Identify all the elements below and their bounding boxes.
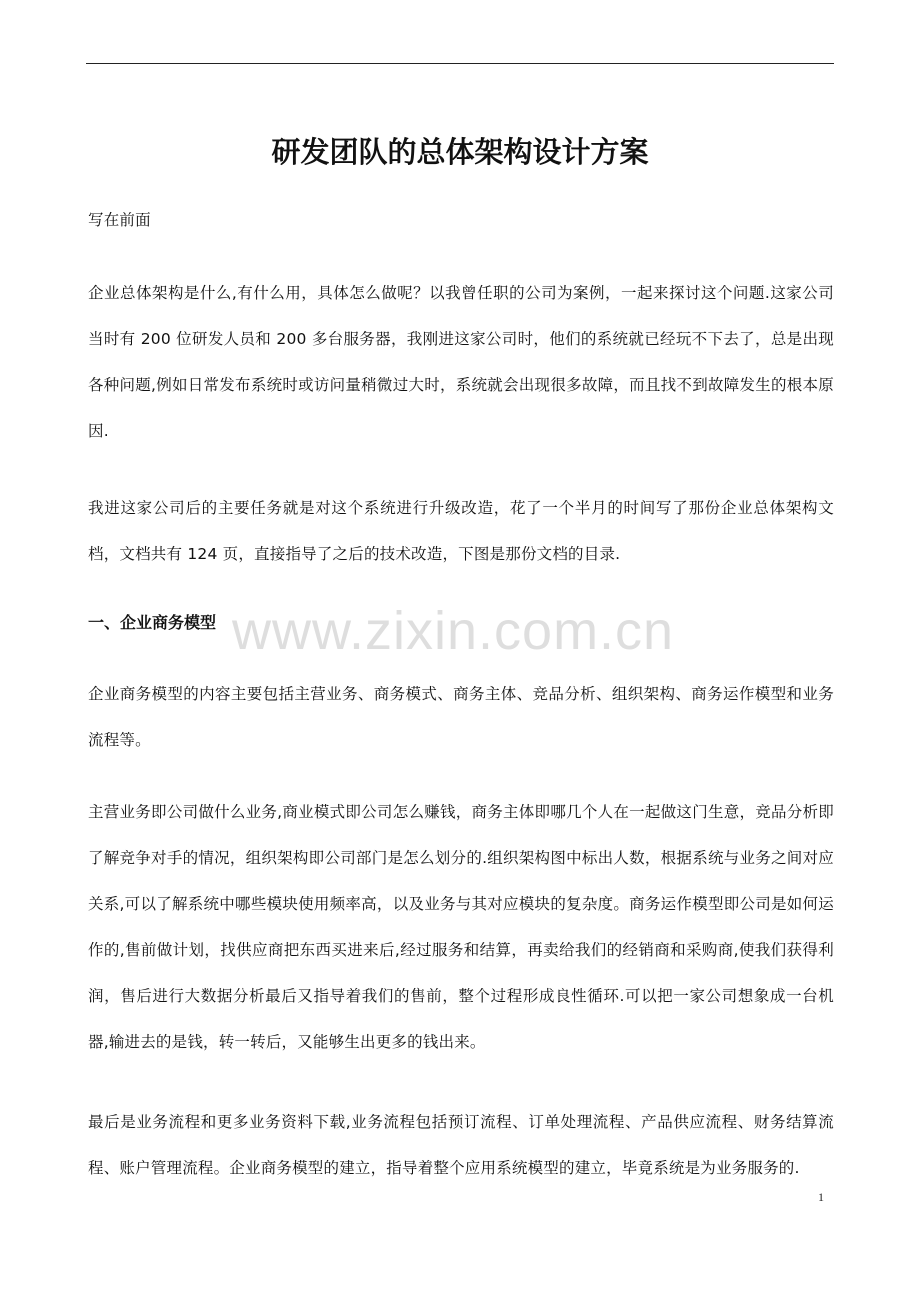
page-number: 1: [818, 1190, 824, 1204]
section1-paragraph-2: 主营业务即公司做什么业务,商业模式即公司怎么赚钱，商务主体即哪几个人在一起做这门生意，竞品分析即了解竞争对手的情况，组织架构即公司部门是怎么划分的.组织架构图中标出人数，根据系统与业务之间对应关系,可以了解系统中哪些模块使用频率高，以及业务与其对应模块的复杂度。商务运作模型即公司是如何运作的,售前做计划，找供应商把东西买进来后,经过服务和结算，再卖给我们的经销商和采购商,使我们获得利润，售后进行大数据分析最后又指导着我们的售前，整个过程形成良性循环.可以把一家公司想象成一台机器,输进去的是钱，转一转后，又能够生出更多的钱出来。: [88, 803, 834, 1051]
section1-paragraph-3: 最后是业务流程和更多业务资料下载,业务流程包括预订流程、订单处理流程、产品供应流程、财务结算流程、账户管理流程。企业商务模型的建立，指导着整个应用系统模型的建立，毕竟系统是为业务服务的.: [88, 1113, 834, 1177]
section-heading-business-model: 一、企业商务模型: [88, 613, 217, 632]
header-rule: [86, 63, 834, 64]
intro-paragraph-2: 我进这家公司后的主要任务就是对这个系统进行升级改造，花了一个半月的时间写了那份企业总体架构文档，文档共有 124 页，直接指导了之后的技术改造，下图是那份文档的目录.: [88, 499, 834, 563]
intro-paragraph-1: 企业总体架构是什么,有什么用，具体怎么做呢？以我曾任职的公司为案例，一起来探讨这个问题.这家公司当时有 200 位研发人员和 200 多台服务器，我刚进这家公司时，他们的系统就已经玩不下去了，总是出现各种问题,例如日常发布系统时或访问量稍微过大时，系统就会出现很多故障，而且找不到故障发生的根本原因.: [88, 284, 834, 440]
intro-heading: 写在前面: [88, 211, 151, 229]
section1-paragraph-1: 企业商务模型的内容主要包括主营业务、商务模式、商务主体、竞品分析、组织架构、商务运作模型和业务流程等。: [88, 685, 834, 749]
document-title: 研发团队的总体架构设计方案: [271, 135, 649, 169]
watermark: www.zixin.com.cn: [232, 601, 675, 661]
